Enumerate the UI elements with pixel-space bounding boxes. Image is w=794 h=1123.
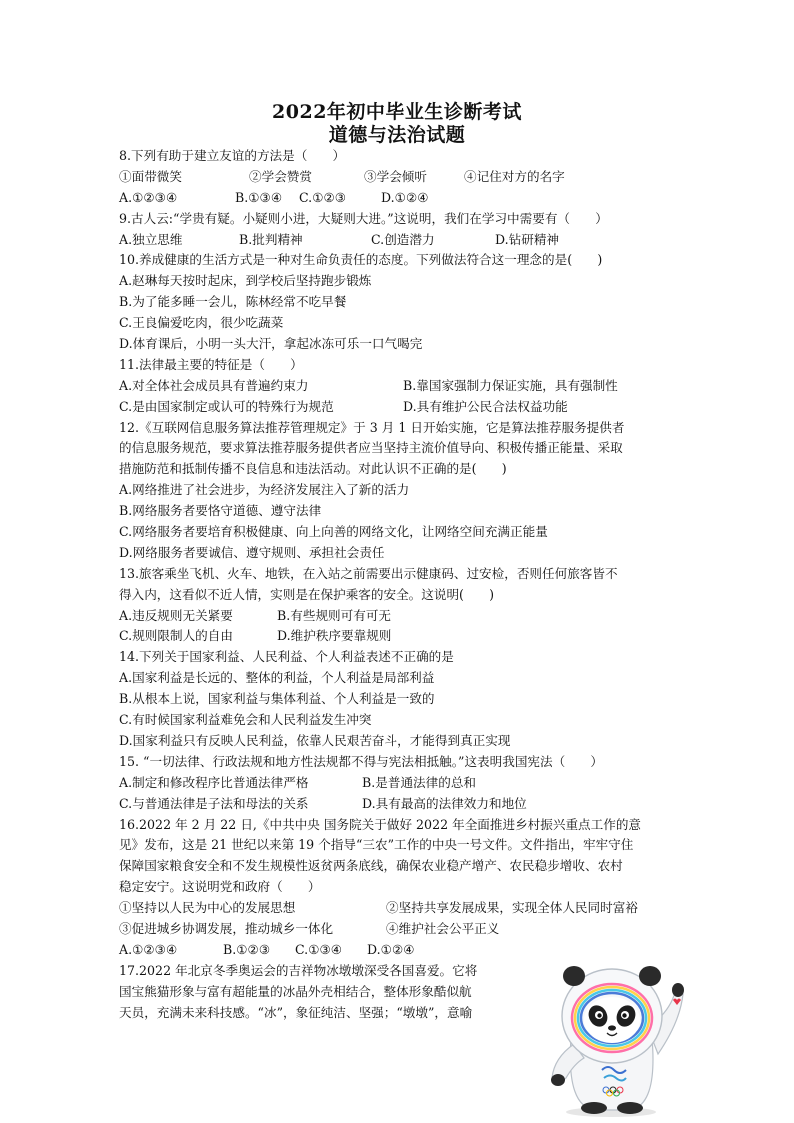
option-b: B.①③④ <box>235 189 283 205</box>
question-17-stem: 天员，充满未来科技感。“冰”，象征纯洁、坚强；“墩墩”，意喻 <box>119 1004 473 1020</box>
option-d: D.钻研精神 <box>495 231 560 247</box>
option-b: B.有些规则可有可无 <box>277 607 392 623</box>
option-a: A.赵琳每天按时起床，到学校后坚持跑步锻炼 <box>119 273 372 289</box>
option-b: B.批判精神 <box>239 231 303 247</box>
q16-item: ③促进城乡协调发展，推动城乡一体化 <box>119 920 334 936</box>
question-13-options-ab <box>119 606 679 627</box>
page-subtitle: 道德与法治试题 <box>328 124 466 146</box>
bing-dwen-dwen-mascot-icon <box>536 958 686 1118</box>
option-a: A.①②③④ <box>119 941 178 957</box>
q8-item: ②学会赞赏 <box>249 168 312 184</box>
option-a: A.制定和修改程序比普通法律严格 <box>119 774 309 790</box>
option-d: D.具有维护公民合法权益功能 <box>403 398 568 414</box>
question-17-stem: 17.2022 年北京冬季奥运会的吉祥物冰墩墩深受各国喜爱。它将 <box>119 962 478 978</box>
option-b: B.网络服务者要恪守道德、遵守法律 <box>119 503 322 519</box>
question-10-stem: 10.养成健康的生活方式是一种对生命负责任的态度。下列做法符合这一理念的是( ) <box>119 252 603 268</box>
option-a: A.独立思维 <box>119 231 183 247</box>
option-b: B.是普通法律的总和 <box>362 774 477 790</box>
option-d: D.①②④ <box>381 189 429 205</box>
option-a: A.网络推进了社会进步，为经济发展注入了新的活力 <box>119 482 410 498</box>
question-11-stem: 11.法律最主要的特征是（ ） <box>119 356 303 372</box>
option-c: C.①③④ <box>295 941 343 957</box>
question-16-stem: 保障国家粮食安全和不发生规模性返贫两条底线，确保农业稳产增产、农民稳步增收、农村 <box>119 858 623 874</box>
question-16-items-12 <box>119 898 679 919</box>
question-9-options <box>119 230 679 251</box>
option-a: A.国家利益是长远的、整体的利益，个人利益是局部利益 <box>119 670 435 686</box>
option-b: B.从根本上说，国家利益与集体利益、个人利益是一致的 <box>119 691 435 707</box>
question-13-stem: 得入内，这看似不近人情，实则是在保护乘客的安全。这说明( ) <box>119 586 495 602</box>
q8-item: ③学会倾听 <box>364 168 427 184</box>
q16-item: ②坚持共享发展成果，实现全体人民同时富裕 <box>386 900 638 916</box>
question-8-stem: 8.下列有助于建立友谊的方法是（ ） <box>119 148 346 163</box>
question-9-stem: 9.古人云:“学贵有疑。小疑则小进，大疑则大进。”这说明，我们在学习中需要有（ ） <box>119 210 608 226</box>
question-8-items <box>119 167 679 188</box>
question-13-stem: 13.旅客乘坐飞机、火车、地铁，在入站之前需要出示健康码、过安检，否则任何旅客皆不 <box>119 565 618 581</box>
option-a: A.①②③④ <box>119 189 178 205</box>
question-14-stem: 14.下列关于国家利益、人民利益、个人利益表述不正确的是 <box>119 649 454 665</box>
option-c: C.王良偏爱吃肉，很少吃蔬菜 <box>119 315 284 331</box>
question-8-options <box>119 188 679 209</box>
option-b: B.①②③ <box>223 941 271 957</box>
option-b: B.为了能多睡一会儿，陈林经常不吃早餐 <box>119 294 347 310</box>
question-12-stem: 措施防范和抵制传播不良信息和违法活动。对此认识不正确的是( ) <box>119 461 507 477</box>
option-d: D.体育课后，小明一头大汗，拿起冰冻可乐一口气喝完 <box>119 336 423 352</box>
question-11-options-cd <box>119 397 679 418</box>
option-d: D.具有最高的法律效力和地位 <box>362 795 527 811</box>
question-15-options-cd <box>119 794 679 815</box>
option-c: C.是由国家制定或认可的特殊行为规范 <box>119 398 334 414</box>
question-16-stem: 稳定安宁。这说明党和政府（ ） <box>119 879 321 895</box>
option-c: C.与普通法律是子法和母法的关系 <box>119 795 309 811</box>
option-d: D.网络服务者要诚信、遵守规则、承担社会责任 <box>119 544 385 560</box>
option-d: D.①②④ <box>367 941 415 957</box>
option-c: C.①②③ <box>299 189 347 205</box>
option-c: C.网络服务者要培育积极健康、向上向善的网络文化，让网络空间充满正能量 <box>119 524 548 540</box>
question-17-stem: 国宝熊猫形象与富有超能量的冰晶外壳相结合，整体形象酷似航 <box>119 983 472 999</box>
q16-item: ①坚持以人民为中心的发展思想 <box>119 900 296 916</box>
question-list <box>119 146 679 1023</box>
option-c: C.有时候国家利益难免会和人民利益发生冲突 <box>119 712 372 728</box>
option-c: C.规则限制人的自由 <box>119 628 233 644</box>
q8-item: ①面带微笑 <box>119 168 182 184</box>
question-15-stem: 15. “一切法律、行政法规和地方性法规都不得与宪法相抵触。”这表明我国宪法（ ） <box>119 753 603 769</box>
option-b: B.靠国家强制力保证实施，具有强制性 <box>403 377 618 393</box>
question-11-options-ab <box>119 376 679 397</box>
question-12-stem: 12.《互联网信息服务算法推荐管理规定》于 3 月 1 日开始实施，它是算法推荐服务提供者 <box>119 419 625 435</box>
option-a: A.违反规则无关紧要 <box>119 607 233 623</box>
page-title: 2022年初中毕业生诊断考试 <box>272 101 522 123</box>
q16-item: ④维护社会公平正义 <box>386 920 500 936</box>
option-d: D.国家利益只有反映人民利益，依靠人民艰苦奋斗，才能得到真正实现 <box>119 732 511 748</box>
question-12-stem: 的信息服务规范，要求算法推荐服务提供者应当坚持主流价值导向、积极传播正能量、采取 <box>119 440 623 456</box>
question-16-items-34 <box>119 919 679 940</box>
question-13-options-cd <box>119 626 679 647</box>
question-15-options-ab <box>119 773 679 794</box>
option-d: D.维护秩序要靠规则 <box>277 628 392 644</box>
question-16-stem: 16.2022 年 2 月 22 日,《中共中央 国务院关于做好 2022 年全面推进乡村振兴重点工作的意 <box>119 816 642 832</box>
question-16-stem: 见》发布，这是 21 世纪以来第 19 个指导“三农”工作的中央一号文件。文件指出，牢牢守住 <box>119 837 634 853</box>
option-a: A.对全体社会成员具有普遍约束力 <box>119 377 309 393</box>
option-c: C.创造潜力 <box>371 231 435 247</box>
q8-item: ④记住对方的名字 <box>464 168 565 184</box>
